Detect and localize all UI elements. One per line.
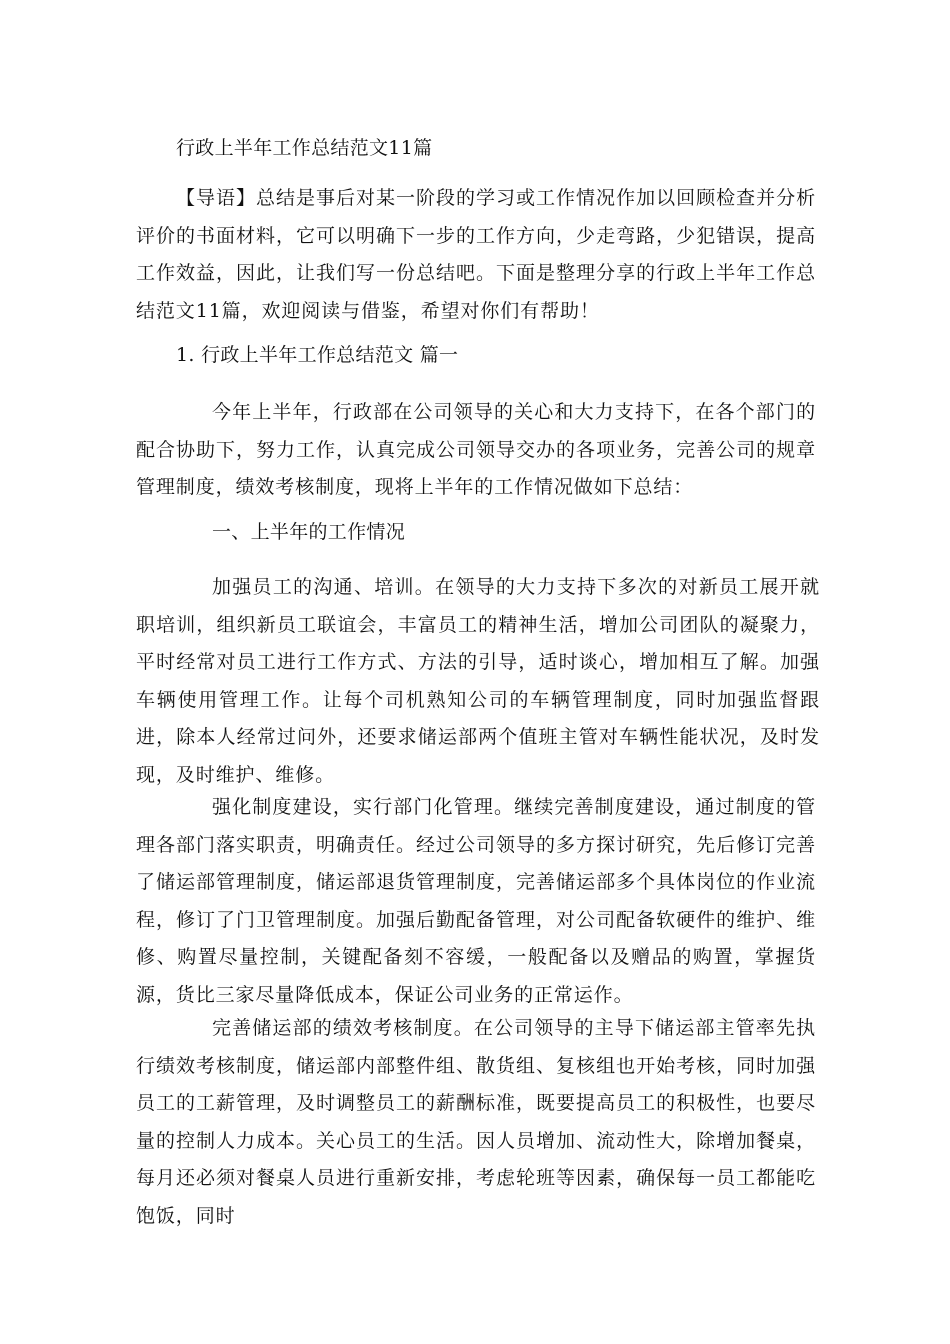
body-paragraph-2: 强化制度建设，实行部门化管理。继续完善制度建设，通过制度的管理各部门落实职责，明确责任。经过公司领导的多方探讨研究，先后修订完善了储运部管理制度，储运部退货管理制度，完善储运部多个具体岗位的作业流程，修订了门卫管理制度。加强后勤配备管理，对公司配备软硬件的维护、维修、购置尽量控制，关键配备刻不容缓，一般配备以及赠品的购置，掌握货源，货比三家尽量降低成本，保证公司业务的正常运作。 — [136, 796, 816, 1006]
intro-paragraph — [136, 180, 816, 330]
opening-paragraph: 今年上半年，行政部在公司领导的关心和大力支持下，在各个部门的配合协助下，努力工作，认真完成公司领导交办的各项业务，完善公司的规章管理制度，绩效考核制度，现将上半年的工作情况做如下总结： — [136, 401, 816, 498]
section-heading: 1. 行政上半年工作总结范文 篇一 — [176, 344, 459, 366]
sub-heading: 一、上半年的工作情况 — [212, 521, 406, 543]
body-paragraph-3: 完善储运部的绩效考核制度。在公司领导的主导下储运部主管率先执行绩效考核制度，储运部内部整件组、散货组、复核组也开始考核，同时加强员工的工薪管理，及时调整员工的薪酬标准，既要提高员工的积极性，也要尽量的控制人力成本。关心员工的生活。因人员增加、流动性大，除增加餐桌，每月还必须对餐桌人员进行重新安排，考虑轮班等因素，确保每一员工都能吃饱饭，同时 — [136, 1017, 816, 1227]
body-paragraph-1: 加强员工的沟通、培训。在领导的大力支持下多次的对新员工展开就职培训，组织新员工联谊会，丰富员工的精神生活，增加公司团队的凝聚力，平时经常对员工进行工作方式、方法的引导，适时谈心，增加相互了解。加强车辆使用管理工作。让每个司机熟知公司的车辆管理制度，同时加强监督跟进，除本人经常过问外，还要求储运部两个值班主管对车辆性能状况，及时发现，及时维护、维修。 — [136, 576, 820, 786]
intro-text: 【导语】总结是事后对某一阶段的学习或工作情况作加以回顾检查并分析评价的书面材料，它可以明确下一步的工作方向，少走弯路，少犯错误，提高工作效益，因此，让我们写一份总结吧。下面是整理分享的行政上半年工作总结范文11篇，欢迎阅读与借鉴，希望对你们有帮助！ — [136, 187, 816, 322]
document-title: 行政上半年工作总结范文11篇 — [176, 137, 433, 159]
